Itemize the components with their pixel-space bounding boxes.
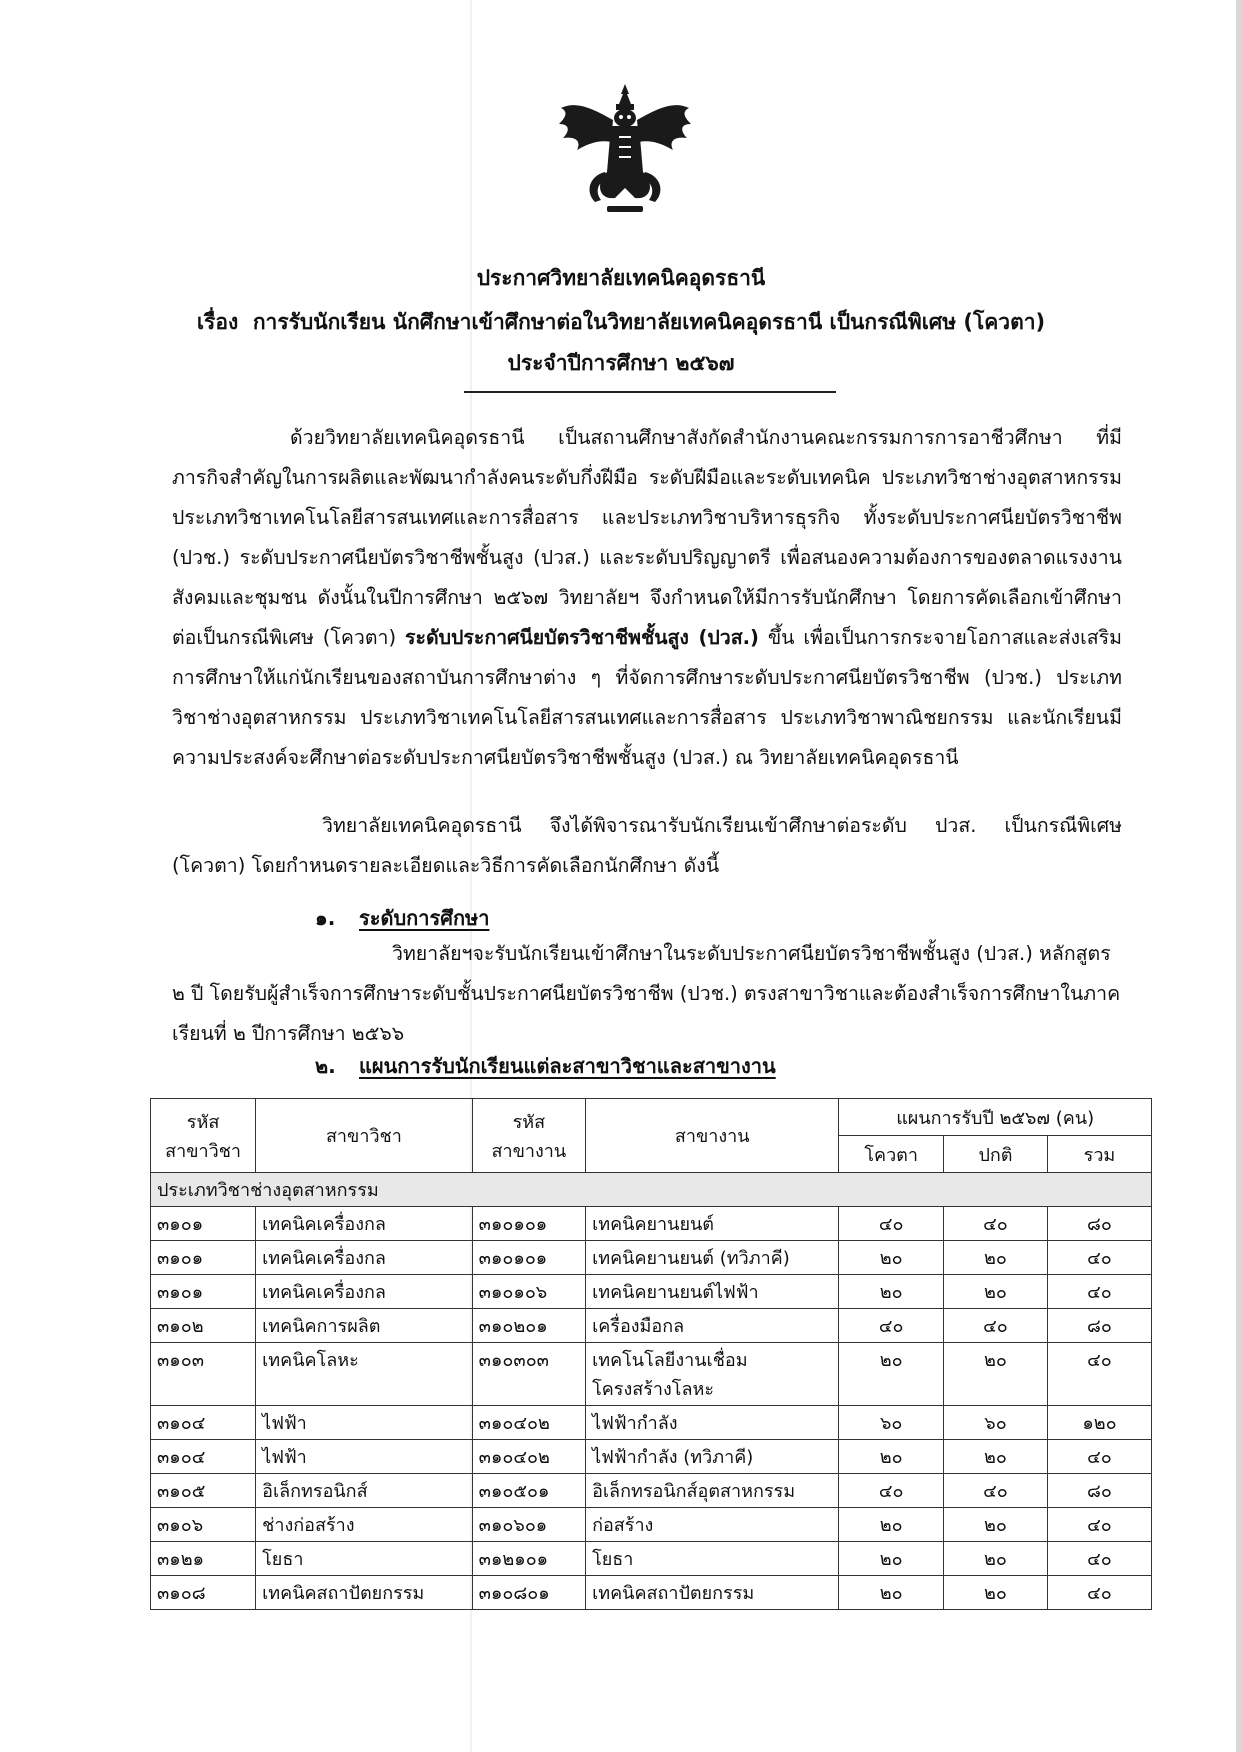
cell-field-line2: โครงสร้างโลหะ [592, 1379, 715, 1400]
header-field-code-line2: สาขางาน [491, 1140, 567, 1162]
cell-major-code: ๓๑๐๓ [151, 1343, 256, 1406]
section-2-title: แผนการรับนักเรียนแต่ละสาขาวิชาและสาขางาน [359, 1054, 776, 1078]
cell-field-code: ๓๑๒๑๐๑ [472, 1542, 585, 1576]
cell-major: อิเล็กทรอนิกส์ [256, 1474, 473, 1508]
announcement-title: ประกาศวิทยาลัยเทคนิคอุดรธานี [476, 266, 766, 290]
section-1-text: วิทยาลัยฯจะรับนักเรียนเข้าศึกษาในระดับประกาศนียบัตรวิชาชีพชั้นสูง (ปวส.) หลักสูตร ๒ ปี โดยรับผู้สำเร็จการศึกษาระดับชั้นประกาศนียบัตรวิชาชีพ (ปวช.) ตรงสาขาวิชาและต้องสำเร็จการศึกษาในภาคเรียนที่ ๒ ปีการศึกษา ๒๕๖๖ [172, 942, 1121, 1045]
cell-field: เทคนิคสถาปัตยกรรม [586, 1576, 839, 1610]
section-1-body [172, 934, 1122, 1054]
cell-major: เทคนิคโลหะ [256, 1343, 473, 1406]
announcement-subject [100, 306, 1142, 339]
cell-quota: ๒๐ [839, 1576, 944, 1610]
category-row [151, 1173, 1152, 1207]
cell-normal: ๒๐ [944, 1542, 1048, 1576]
cell-total: ๔๐ [1047, 1343, 1151, 1406]
cell-total: ๔๐ [1047, 1241, 1151, 1275]
header-major: สาขาวิชา [256, 1099, 473, 1173]
header-total: รวม [1047, 1136, 1151, 1173]
cell-field-code: ๓๑๐๕๐๑ [472, 1474, 585, 1508]
garuda-emblem-icon [555, 80, 695, 220]
section-2-number: ๒. [315, 1054, 336, 1078]
cell-major-code: ๓๑๐๑ [151, 1241, 256, 1275]
cell-normal: ๔๐ [944, 1207, 1048, 1241]
intro-text-2: ขึ้น เพื่อเป็นการกระจายโอกาสและส่งเสริมการศึกษาให้แก่นักเรียนของสถาบันการศึกษาต่าง ๆ ที่จัดการศึกษาระดับประกาศนียบัตรวิชาชีพ (ปวช.) ประเภทวิชาช่างอุตสาหกรรม ประเภทวิชาเทคโนโลยีสารสนเทศและการสื่อสาร ประเภทวิชาพาณิชยกรรม และนักเรียนมีความประสงค์จะศึกษาต่อระดับประกาศนียบัตรวิชาชีพชั้นสูง (ปวส.) ณ วิทยาลัยเทคนิคอุดรธานี [172, 626, 1122, 769]
table-row [151, 1542, 1152, 1576]
cell-normal: ๒๐ [944, 1241, 1048, 1275]
cell-field: ไฟฟ้ากำลัง [586, 1406, 839, 1440]
table-row [151, 1440, 1152, 1474]
header-field-code [472, 1099, 585, 1173]
cell-major-code: ๓๑๐๑ [151, 1275, 256, 1309]
cell-major: เทคนิคเครื่องกล [256, 1207, 473, 1241]
admission-plan-table [150, 1098, 1152, 1610]
cell-total: ๔๐ [1047, 1576, 1151, 1610]
table-row [151, 1474, 1152, 1508]
cell-field: เครื่องมือกล [586, 1309, 839, 1343]
cell-normal: ๔๐ [944, 1474, 1048, 1508]
cell-field-code: ๓๑๐๔๐๒ [472, 1440, 585, 1474]
intro-paragraph [172, 418, 1122, 778]
cell-field: ไฟฟ้ากำลัง (ทวิภาคี) [586, 1440, 839, 1474]
header-field: สาขางาน [586, 1099, 839, 1173]
cell-total: ๔๐ [1047, 1542, 1151, 1576]
cell-total: ๔๐ [1047, 1508, 1151, 1542]
header-normal: ปกติ [944, 1136, 1048, 1173]
table-row [151, 1406, 1152, 1440]
subject-label: เรื่อง [196, 310, 239, 334]
intro-paragraph-2 [172, 806, 1122, 886]
cell-quota: ๔๐ [839, 1309, 944, 1343]
header-major-code [151, 1099, 256, 1173]
cell-field-code: ๓๑๐๑๐๖ [472, 1275, 585, 1309]
cell-major: ไฟฟ้า [256, 1440, 473, 1474]
cell-major-code: ๓๑๐๕ [151, 1474, 256, 1508]
cell-field: โยธา [586, 1542, 839, 1576]
cell-major: เทคนิคเครื่องกล [256, 1275, 473, 1309]
cell-field-code: ๓๑๐๘๐๑ [472, 1576, 585, 1610]
table-row [151, 1343, 1152, 1406]
header-quota: โควตา [839, 1136, 944, 1173]
cell-normal: ๒๐ [944, 1576, 1048, 1610]
cell-field-code: ๓๑๐๑๐๑ [472, 1207, 585, 1241]
table-row [151, 1241, 1152, 1275]
cell-field: เทคนิคยานยนต์ [586, 1207, 839, 1241]
cell-quota: ๒๐ [839, 1508, 944, 1542]
section-1-heading [315, 902, 489, 934]
cell-total: ๘๐ [1047, 1309, 1151, 1343]
cell-field-code: ๓๑๐๖๐๑ [472, 1508, 585, 1542]
cell-major-code: ๓๑๐๒ [151, 1309, 256, 1343]
section-1-number: ๑. [315, 906, 336, 930]
cell-total: ๔๐ [1047, 1440, 1151, 1474]
cell-total: ๑๒๐ [1047, 1406, 1151, 1440]
title-underline [464, 391, 836, 393]
cell-normal: ๖๐ [944, 1406, 1048, 1440]
cell-quota: ๔๐ [839, 1474, 944, 1508]
table-row [151, 1508, 1152, 1542]
cell-field-code: ๓๑๐๒๐๑ [472, 1309, 585, 1343]
cell-normal: ๔๐ [944, 1309, 1048, 1343]
subject-text: การรับนักเรียน นักศึกษาเข้าศึกษาต่อในวิทยาลัยเทคนิคอุดรธานี เป็นกรณีพิเศษ (โควตา) [252, 310, 1046, 334]
cell-total: ๘๐ [1047, 1207, 1151, 1241]
cell-normal: ๒๐ [944, 1440, 1048, 1474]
table-row [151, 1309, 1152, 1343]
cell-field: เทคนิคยานยนต์ไฟฟ้า [586, 1275, 839, 1309]
cell-field: อิเล็กทรอนิกส์อุตสาหกรรม [586, 1474, 839, 1508]
cell-field-code: ๓๑๐๑๐๑ [472, 1241, 585, 1275]
category-label: ประเภทวิชาช่างอุตสาหกรรม [151, 1173, 1152, 1207]
cell-major-code: ๓๑๐๖ [151, 1508, 256, 1542]
header-plan: แผนการรับปี ๒๕๖๗ (คน) [839, 1099, 1152, 1136]
intro-text-1: ด้วยวิทยาลัยเทคนิคอุดรธานี เป็นสถานศึกษาสังกัดสำนักงานคณะกรรมการการอาชีวศึกษา ที่มีภารกิจสำคัญในการผลิตและพัฒนากำลังคนระดับกึ่งฝีมือ ระดับฝีมือและระดับเทคนิค ประเภทวิชาช่างอุตสาหกรรม ประเภทวิชาเทคโนโลยีสารสนเทศและการสื่อสาร และประเภทวิชาบริหารธุรกิจ ทั้งระดับประกาศนียบัตรวิชาชีพ (ปวช.) ระดับประกาศนียบัตรวิชาชีพชั้นสูง (ปวส.) และระดับปริญญาตรี เพื่อสนองความต้องการของตลาดแรงงาน สังคมและชุมชน ดังนั้นในปีการศึกษา ๒๕๖๗ วิทยาลัยฯ จึงกำหนดให้มีการรับนักศึกษา โดยการคัดเลือกเข้าศึกษาต่อเป็นกรณีพิเศษ (โควตา) [172, 426, 1122, 649]
cell-field-line1: เทคโนโลยีงานเชื่อม [592, 1350, 748, 1371]
table-row [151, 1207, 1152, 1241]
cell-quota: ๒๐ [839, 1343, 944, 1406]
table-row [151, 1275, 1152, 1309]
table-row [151, 1576, 1152, 1610]
cell-total: ๔๐ [1047, 1275, 1151, 1309]
cell-quota: ๖๐ [839, 1406, 944, 1440]
cell-major-code: ๓๑๐๔ [151, 1406, 256, 1440]
cell-major: โยธา [256, 1542, 473, 1576]
cell-quota: ๒๐ [839, 1241, 944, 1275]
cell-quota: ๒๐ [839, 1440, 944, 1474]
cell-field-code: ๓๑๐๓๐๓ [472, 1343, 585, 1406]
cell-normal: ๒๐ [944, 1508, 1048, 1542]
intro2-text: วิทยาลัยเทคนิคอุดรธานี จึงได้พิจารณารับนักเรียนเข้าศึกษาต่อระดับ ปวส. เป็นกรณีพิเศษ (โควตา) โดยกำหนดรายละเอียดและวิธีการคัดเลือกนักศึกษา ดังนี้ [172, 814, 1122, 877]
cell-major: เทคนิคสถาปัตยกรรม [256, 1576, 473, 1610]
cell-quota: ๒๐ [839, 1542, 944, 1576]
section-1-title: ระดับการศึกษา [359, 906, 490, 930]
cell-major: เทคนิคเครื่องกล [256, 1241, 473, 1275]
cell-major: ไฟฟ้า [256, 1406, 473, 1440]
section-2-heading [315, 1050, 776, 1082]
cell-major-code: ๓๑๐๔ [151, 1440, 256, 1474]
cell-field [586, 1343, 839, 1406]
cell-quota: ๔๐ [839, 1207, 944, 1241]
cell-major-code: ๓๑๐๘ [151, 1576, 256, 1610]
header-field-code-line1: รหัส [512, 1111, 546, 1133]
cell-field-code: ๓๑๐๔๐๒ [472, 1406, 585, 1440]
cell-major: ช่างก่อสร้าง [256, 1508, 473, 1542]
cell-major-code: ๓๑๒๑ [151, 1542, 256, 1576]
cell-major-code: ๓๑๐๑ [151, 1207, 256, 1241]
header-major-code-line1: รหัส [186, 1111, 220, 1133]
intro-bold-text: ระดับประกาศนียบัตรวิชาชีพชั้นสูง (ปวส.) [405, 626, 759, 649]
cell-field: ก่อสร้าง [586, 1508, 839, 1542]
cell-total: ๘๐ [1047, 1474, 1151, 1508]
cell-quota: ๒๐ [839, 1275, 944, 1309]
scan-edge [1236, 0, 1242, 1752]
academic-year-line: ประจำปีการศึกษา ๒๕๖๗ [507, 351, 735, 375]
cell-normal: ๒๐ [944, 1343, 1048, 1406]
cell-field: เทคนิคยานยนต์ (ทวิภาคี) [586, 1241, 839, 1275]
cell-major: เทคนิคการผลิต [256, 1309, 473, 1343]
header-major-code-line2: สาขาวิชา [165, 1140, 242, 1162]
cell-normal: ๒๐ [944, 1275, 1048, 1309]
